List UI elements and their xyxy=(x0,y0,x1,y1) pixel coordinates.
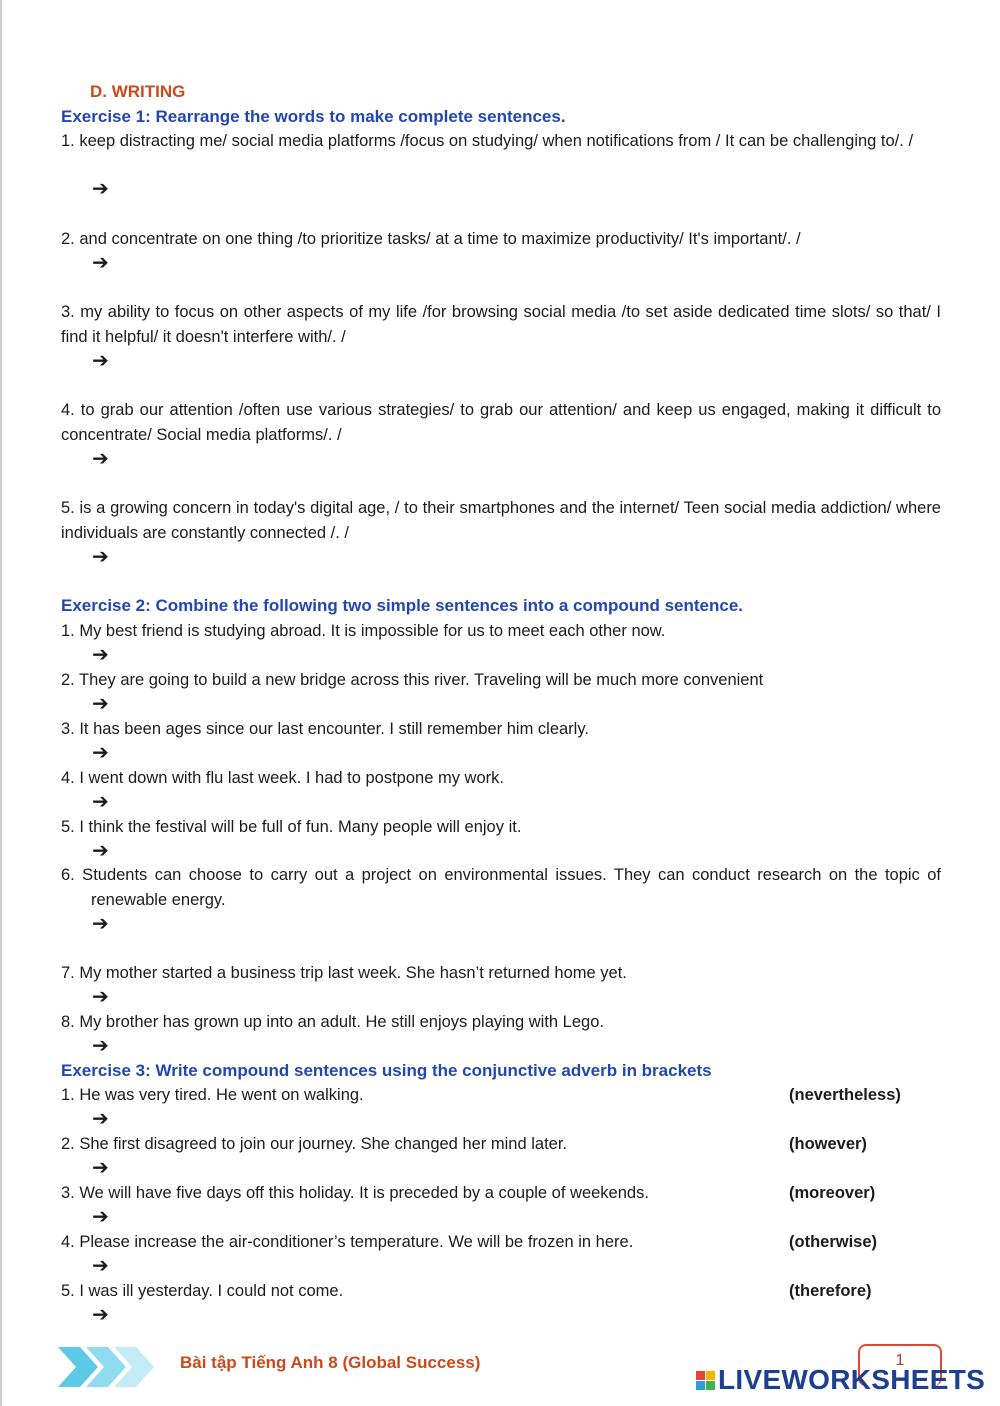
ex3-hint-2: (however) xyxy=(789,1135,867,1153)
ex2-answer-arrow-3[interactable]: ➔ xyxy=(92,742,109,764)
ex2-question-2: 2. They are going to build a new bridge across this river. Traveling will be much more convenient xyxy=(61,671,764,689)
ex3-answer-arrow-5[interactable]: ➔ xyxy=(92,1304,109,1326)
exercise-3-title: Exercise 3: Write compound sentences using the conjunctive adverb in brackets xyxy=(61,1061,712,1080)
footer-chevron-icon xyxy=(58,1347,158,1387)
ex2-question-8: 8. My brother has grown up into an adult. He still enjoys playing with Lego. xyxy=(61,1013,604,1031)
ex3-answer-arrow-1[interactable]: ➔ xyxy=(92,1108,109,1130)
section-title: D. WRITING xyxy=(90,82,186,101)
ex1-question-3: 3. my ability to focus on other aspects of my life /for browsing social media /to set aside dedicated time slots/ so that/ I find it helpful/ it doesn't interfere with/. / xyxy=(61,303,941,346)
ex2-question-5: 5. I think the festival will be full of fun. Many people will enjoy it. xyxy=(61,818,522,836)
ex3-hint-5: (therefore) xyxy=(789,1282,872,1300)
ex2-question-4: 4. I went down with flu last week. I had to postpone my work. xyxy=(61,769,504,787)
ex2-question-1: 1. My best friend is studying abroad. It is impossible for us to meet each other now. xyxy=(61,622,666,640)
ex3-question-4: 4. Please increase the air-conditioner’s temperature. We will be frozen in here. xyxy=(61,1233,634,1251)
ex1-answer-arrow-4[interactable]: ➔ xyxy=(92,448,109,470)
ex2-question-6: 6. Students can choose to carry out a project on environmental issues. They can conduct research on the topic of renewable energy. xyxy=(61,866,941,909)
ex3-answer-arrow-3[interactable]: ➔ xyxy=(92,1206,109,1228)
liveworksheets-logo-icon xyxy=(696,1371,715,1390)
ex2-question-3: 3. It has been ages since our last encounter. I still remember him clearly. xyxy=(61,720,589,738)
ex1-question-4: 4. to grab our attention /often use various strategies/ to grab our attention/ and keep us engaged, making it difficult to concentrate/ Social media platforms/. / xyxy=(61,401,941,444)
ex3-hint-3: (moreover) xyxy=(789,1184,876,1202)
ex3-question-1: 1. He was very tired. He went on walking. xyxy=(61,1086,364,1104)
ex2-answer-arrow-5[interactable]: ➔ xyxy=(92,840,109,862)
ex2-answer-arrow-4[interactable]: ➔ xyxy=(92,791,109,813)
ex1-answer-arrow-1[interactable]: ➔ xyxy=(92,178,109,200)
ex3-answer-arrow-4[interactable]: ➔ xyxy=(92,1255,109,1277)
liveworksheets-watermark xyxy=(696,1364,985,1396)
ex1-question-5: 5. is a growing concern in today's digital age, / to their smartphones and the internet/ Teen social media addiction/ where individuals are constantly connected /. / xyxy=(61,499,941,542)
ex1-answer-arrow-2[interactable]: ➔ xyxy=(92,252,109,274)
liveworksheets-text: LIVEWORKSHEETS xyxy=(718,1364,986,1395)
ex3-question-3: 3. We will have five days off this holiday. It is preceded by a couple of weekends. xyxy=(61,1184,649,1202)
ex3-question-5: 5. I was ill yesterday. I could not come. xyxy=(61,1282,344,1300)
ex1-answer-arrow-5[interactable]: ➔ xyxy=(92,546,109,568)
page-left-edge xyxy=(0,0,2,1406)
exercise-1-title: Exercise 1: Rearrange the words to make complete sentences. xyxy=(61,107,566,126)
ex2-answer-arrow-2[interactable]: ➔ xyxy=(92,693,109,715)
ex3-answer-arrow-2[interactable]: ➔ xyxy=(92,1157,109,1179)
ex3-hint-1: (nevertheless) xyxy=(789,1086,901,1104)
ex3-hint-4: (otherwise) xyxy=(789,1233,878,1251)
ex1-answer-arrow-3[interactable]: ➔ xyxy=(92,350,109,372)
ex2-answer-arrow-8[interactable]: ➔ xyxy=(92,1035,109,1057)
ex2-question-7: 7. My mother started a business trip last week. She hasn’t returned home yet. xyxy=(61,964,627,982)
exercise-2-title: Exercise 2: Combine the following two simple sentences into a compound sentence. xyxy=(61,596,744,615)
ex2-answer-arrow-1[interactable]: ➔ xyxy=(92,644,109,666)
ex1-question-1: 1. keep distracting me/ social media platforms /focus on studying/ when notifications from / It can be challenging to/. / xyxy=(61,132,914,150)
footer-book-title: Bài tập Tiếng Anh 8 (Global Success) xyxy=(180,1353,481,1372)
ex1-question-2: 2. and concentrate on one thing /to prioritize tasks/ at a time to maximize productivity/ It's important/. / xyxy=(61,230,801,248)
ex3-question-2: 2. She first disagreed to join our journey. She changed her mind later. xyxy=(61,1135,567,1153)
ex2-answer-arrow-6[interactable]: ➔ xyxy=(92,913,109,935)
ex2-answer-arrow-7[interactable]: ➔ xyxy=(92,986,109,1008)
page-number: 1 xyxy=(895,1352,905,1369)
